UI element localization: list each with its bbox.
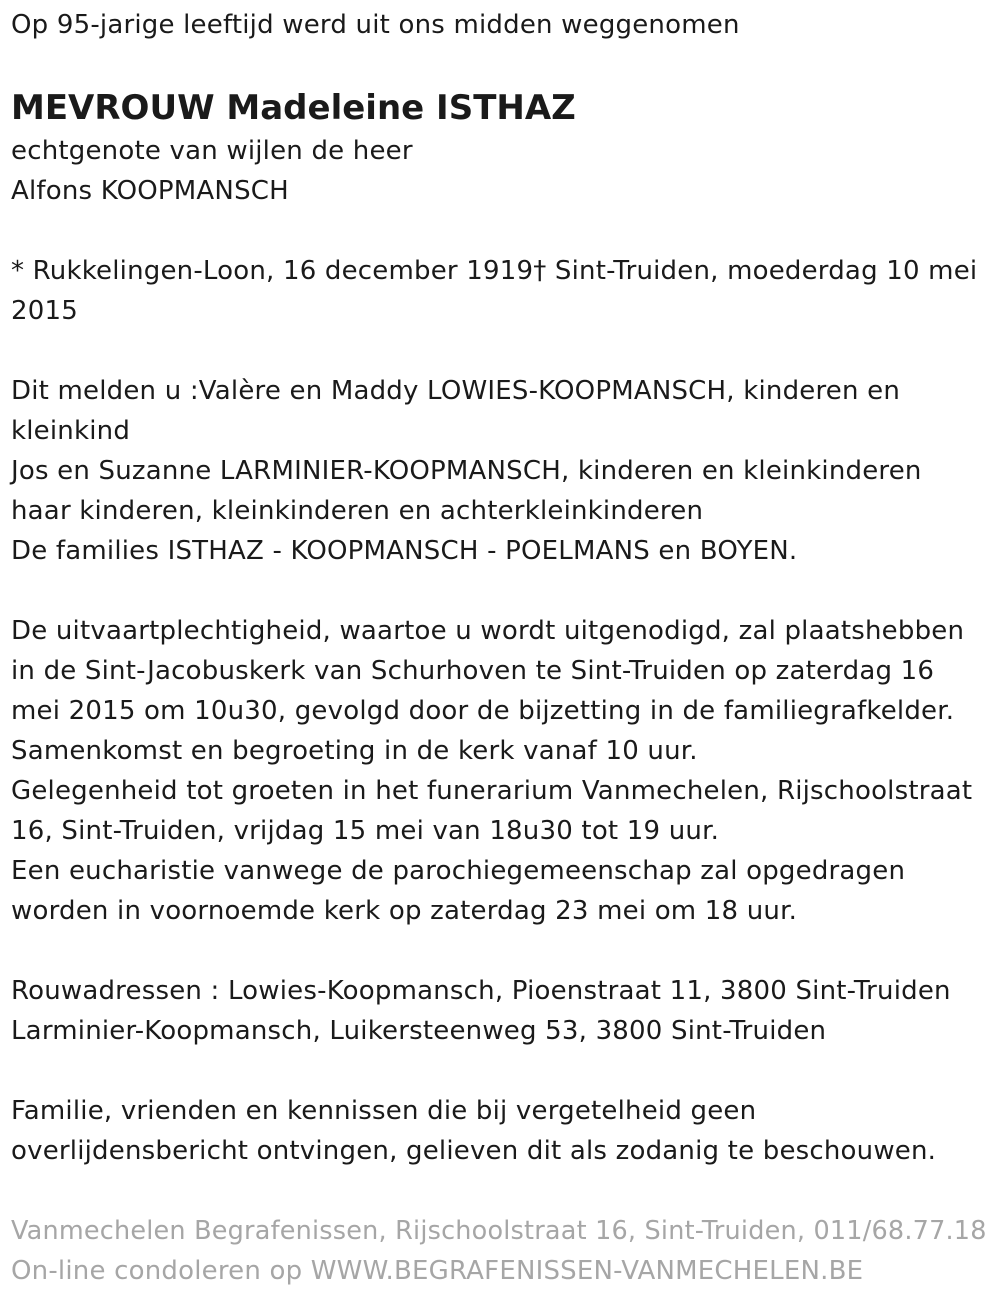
notice-line: Familie, vrienden en kennissen die bij vergetelheid geen	[11, 1096, 757, 1126]
intro-line: Op 95-jarige leeftijd werd uit ons midden weggenomen	[11, 10, 740, 40]
ceremony-line: 16, Sint-Truiden, vrijdag 15 mei van 18u30 tot 19 uur.	[11, 816, 720, 846]
notice-line: overlijdensbericht ontvingen, gelieven dit als zodanig te beschouwen.	[11, 1136, 937, 1166]
ceremony-line: De uitvaartplechtigheid, waartoe u wordt uitgenodigd, zal plaatshebben	[11, 616, 965, 646]
online-condolence-link[interactable]: On-line condoleren op WWW.BEGRAFENISSEN-VANMECHELEN.BE	[11, 1256, 864, 1286]
announcers-block	[11, 371, 991, 571]
announcer-line: kleinkind	[11, 416, 131, 446]
spouse-block	[11, 131, 991, 211]
announcer-line: haar kinderen, kleinkinderen en achterkleinkinderen	[11, 496, 704, 526]
obituary-notice	[11, 0, 991, 1291]
ceremony-line: worden in voornoemde kerk op zaterdag 23 mei om 18 uur.	[11, 896, 798, 926]
dates-block	[11, 251, 991, 331]
announcer-line: De families ISTHAZ - KOOPMANSCH - POELMANS en BOYEN.	[11, 536, 798, 566]
spouse-name: Alfons KOOPMANSCH	[11, 176, 289, 206]
address-line: Rouwadressen : Lowies-Koopmansch, Pioenstraat 11, 3800 Sint-Truiden	[11, 976, 951, 1006]
ceremony-line: mei 2015 om 10u30, gevolgd door de bijzetting in de familiegrafkelder.	[11, 696, 955, 726]
announcer-line: Jos en Suzanne LARMINIER-KOOPMANSCH, kinderen en kleinkinderen	[11, 456, 922, 486]
ceremony-line: in de Sint-Jacobuskerk van Schurhoven te Sint-Truiden op zaterdag 16	[11, 656, 935, 686]
footer	[11, 1211, 991, 1291]
birth-death-line: * Rukkelingen-Loon, 16 december 1919† Sint-Truiden, moederdag 10 mei	[11, 256, 978, 286]
ceremony-line: Samenkomst en begroeting in de kerk vanaf 10 uur.	[11, 736, 698, 766]
announcer-line: Dit melden u :Valère en Maddy LOWIES-KOOPMANSCH, kinderen en	[11, 376, 901, 406]
company-info: Vanmechelen Begrafenissen, Rijschoolstraat 16, Sint-Truiden, 011/68.77.18	[11, 1216, 987, 1246]
ceremony-block	[11, 611, 991, 931]
spouse-line: echtgenote van wijlen de heer	[11, 136, 413, 166]
death-year-line: 2015	[11, 296, 78, 326]
ceremony-line: Een eucharistie vanwege de parochiegemeenschap zal opgedragen	[11, 856, 906, 886]
address-line: Larminier-Koopmansch, Luikersteenweg 53, 3800 Sint-Truiden	[11, 1016, 827, 1046]
deceased-name: MEVROUW Madeleine ISTHAZ	[11, 88, 576, 128]
notice-block	[11, 1091, 991, 1171]
addresses-block	[11, 971, 991, 1051]
ceremony-line: Gelegenheid tot groeten in het funerarium Vanmechelen, Rijschoolstraat	[11, 776, 973, 806]
